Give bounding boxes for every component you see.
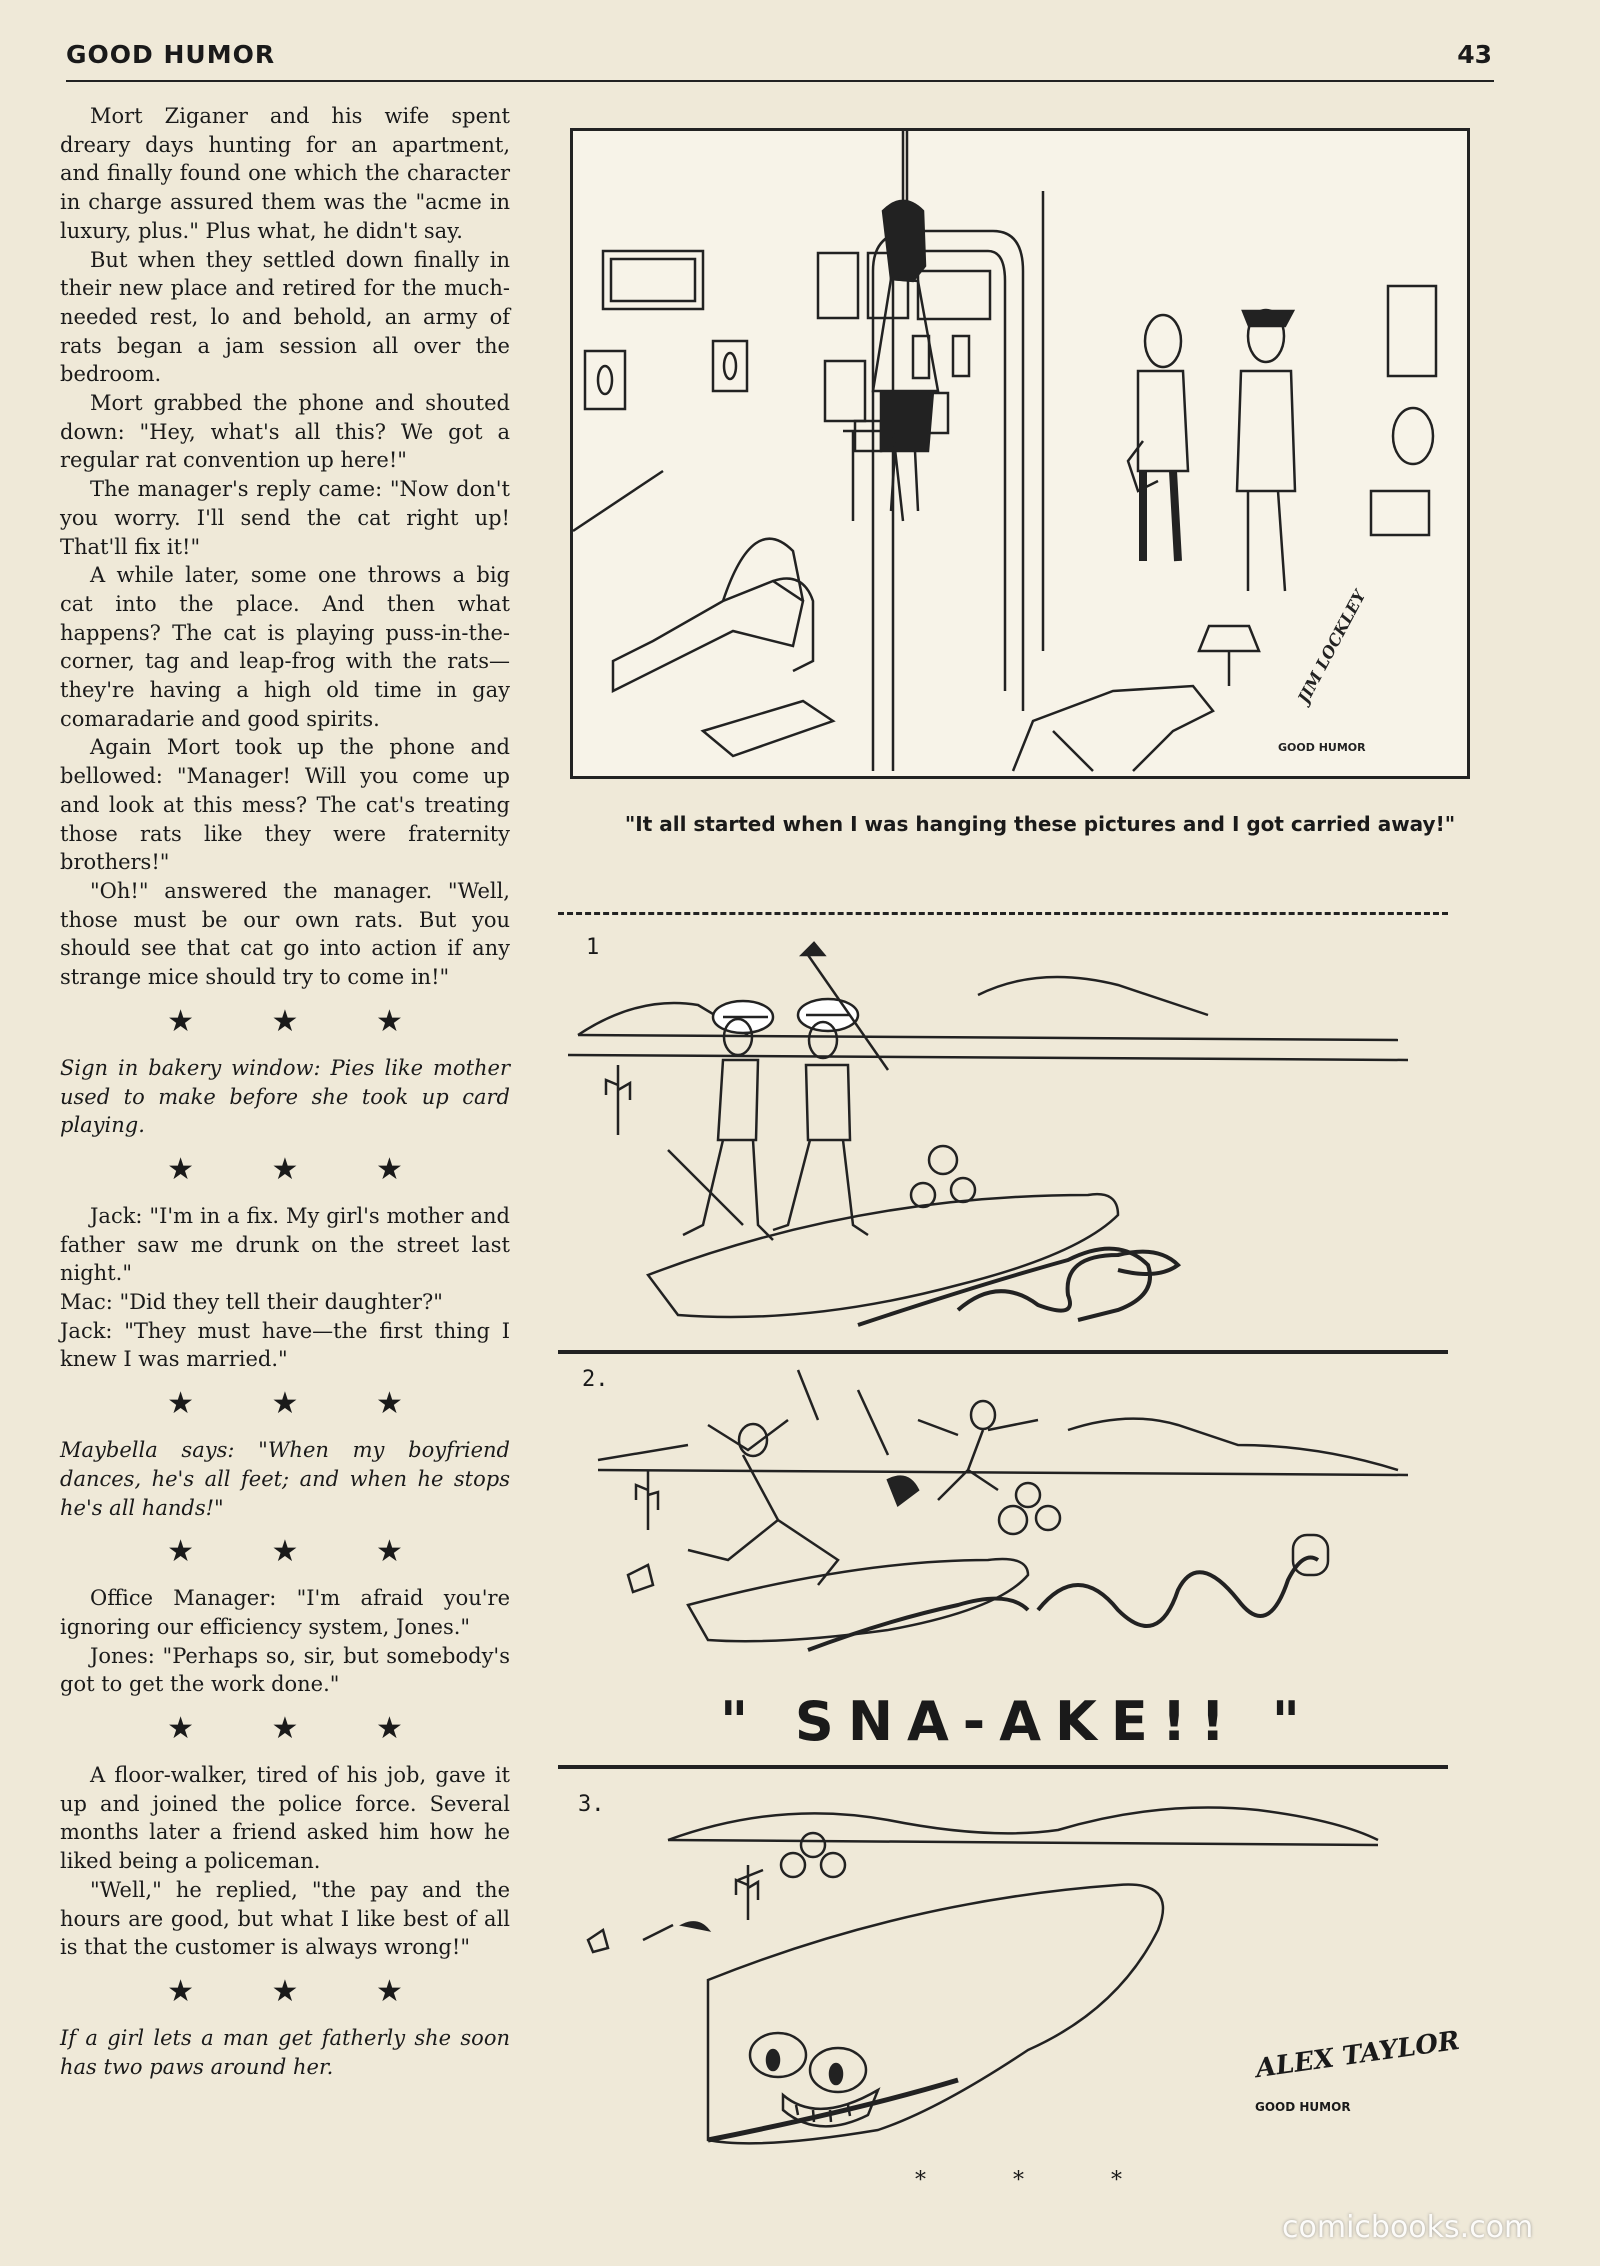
bottom-stars: * * * — [915, 2168, 1162, 2193]
strip-rule — [558, 1765, 1448, 1769]
story-paragraph: Mort Ziganer and his wife spent dreary days hunting for an apartment, and finally found one which the character in charge assured them was the "acme in luxury, plus." Plus what, he didn't say. — [60, 104, 510, 243]
page-number: 43 — [1457, 40, 1492, 69]
panel-2-label: 2. — [582, 1367, 609, 1392]
story-paragraph: The manager's reply came: "Now don't you worry. I'll send the cat right up! That'll fix it!" — [60, 477, 510, 559]
strip-panel-1 — [558, 925, 1448, 1345]
strip-top-rule — [558, 912, 1448, 915]
snake-shout: " SNA-AKE!! " — [720, 1690, 1314, 1753]
joke-office: Office Manager: "I'm afraid you're ignoring our efficiency system, Jones." — [60, 1586, 510, 1639]
strip-signature: ALEX TAYLOR — [1253, 2025, 1462, 2085]
joke-maybella: Maybella says: "When my boyfriend dances, he's all feet; and when he stops he's all hands!" — [60, 1438, 510, 1520]
panel-3-label: 3. — [578, 1792, 605, 1817]
joke-jack: Jack: "They must have—the first thing I knew I was married." — [60, 1318, 510, 1372]
star-divider: ★ ★ ★ — [167, 1711, 437, 1747]
joke-bakery: Sign in bakery window: Pies like mother used to make before she took up card playing. — [60, 1055, 510, 1138]
joke-jack: Mac: "Did they tell their daughter?" — [60, 1290, 443, 1315]
cartoon-signature: JIM LOCKLEY — [1293, 587, 1370, 707]
section-title: GOOD HUMOR — [66, 40, 276, 69]
story-paragraph: But when they settled down finally in their new place and retired for the much-needed rest, lo and behold, an army of rats began a jam session all over the bedroom. — [60, 247, 510, 387]
strip-rule — [558, 1350, 1448, 1354]
star-divider: ★ ★ ★ — [167, 1151, 437, 1187]
joke-floorwalker: "Well," he replied, "the pay and the hours are good, but what I like best of all is that the customer is always wrong!" — [60, 1877, 510, 1960]
joke-floorwalker: A floor-walker, tired of his job, gave it up and joined the police force. Several months later a friend asked him how he liked being a policeman. — [60, 1763, 510, 1874]
star-divider: ★ ★ ★ — [167, 1973, 437, 2009]
cartoon-credit: GOOD HUMOR — [1278, 741, 1366, 754]
cartoon-panel — [570, 128, 1470, 779]
panel-2-drawing — [558, 1360, 1448, 1660]
story-paragraph: "Oh!" answered the manager. "Well, those must be our own rats. But you should see that cat go into action if any strange mice should try to come in!" — [60, 878, 510, 990]
panel-1-drawing — [558, 925, 1448, 1345]
cartoon-drawing — [573, 131, 1467, 776]
joke-jack: Jack: "I'm in a fix. My girl's mother and father saw me drunk on the street last night." — [60, 1203, 510, 1286]
star-divider: ★ ★ ★ — [167, 1003, 437, 1039]
panel-1-label: 1 — [586, 935, 600, 960]
watermark: comicbooks.com — [1282, 2210, 1534, 2245]
story-paragraph: A while later, some one throws a big cat into the place. And then what happens? The cat is playing puss-in-the-corner, tag and leap-frog with the rats—they're having a high old time in gay comaradarie and good spirits. — [60, 563, 510, 731]
joke-fatherly: If a girl lets a man get fatherly she soon has two paws around her. — [60, 2025, 510, 2079]
strip-panel-2 — [558, 1360, 1448, 1660]
story-paragraph: Again Mort took up the phone and bellowed: "Manager! Will you come up and look at this mess? The cat's treating those rats like they were fraternity brothers!" — [60, 735, 510, 875]
page-header — [66, 38, 1494, 82]
star-divider: ★ ★ ★ — [167, 1386, 437, 1422]
star-divider: ★ ★ ★ — [167, 1534, 437, 1570]
text-column — [60, 102, 510, 2081]
strip-credit: GOOD HUMOR — [1255, 2100, 1351, 2114]
story-paragraph: Mort grabbed the phone and shouted down: "Hey, what's all this? We got a regular rat convention up here!" — [60, 391, 510, 473]
joke-office: Jones: "Perhaps so, sir, but somebody's got to get the work done." — [60, 1643, 510, 1697]
cartoon-caption: "It all started when I was hanging these pictures and I got carried away!" — [624, 812, 1456, 836]
